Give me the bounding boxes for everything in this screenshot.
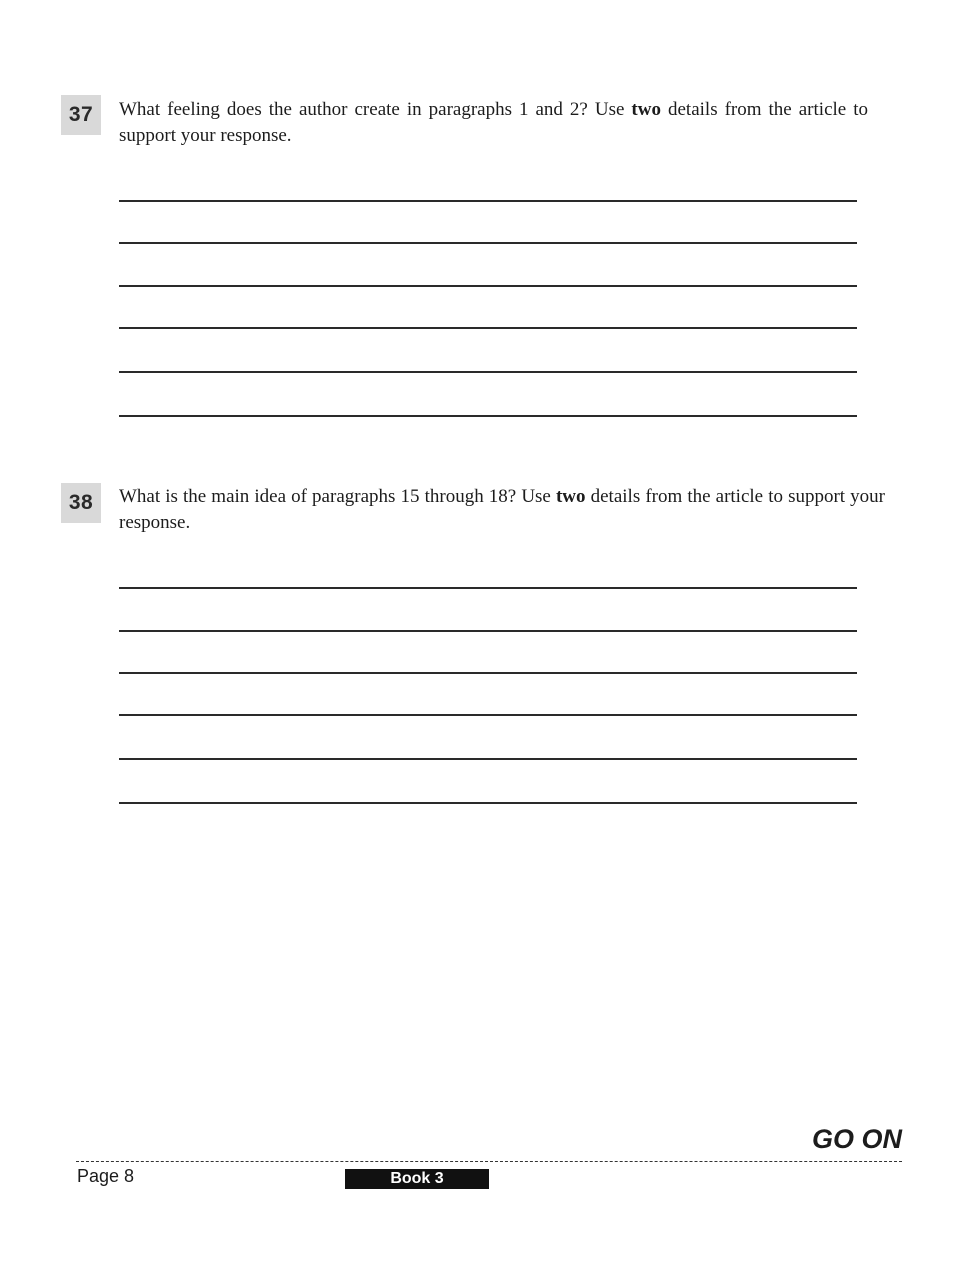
question-38-prompt-end: details from the article to support your response. xyxy=(119,486,885,533)
answer-line[interactable] xyxy=(119,327,857,329)
answer-line[interactable] xyxy=(119,630,857,632)
answer-line[interactable] xyxy=(119,200,857,202)
footer-dashed-divider xyxy=(76,1161,902,1162)
answer-line[interactable] xyxy=(119,714,857,716)
answer-line[interactable] xyxy=(119,802,857,804)
page-number: Page 8 xyxy=(77,1166,135,1186)
question-38-emphasis: two xyxy=(555,486,586,507)
question-number-37: 37 xyxy=(61,95,101,135)
question-37-prompt-start: What feeling does the author create in paragraphs 1 and 2? Use xyxy=(119,99,632,120)
answer-line[interactable] xyxy=(119,285,857,287)
book-label: Book 3 xyxy=(345,1169,489,1189)
answer-line[interactable] xyxy=(119,672,857,674)
answer-line[interactable] xyxy=(119,242,857,244)
question-38-prompt-start: What is the main idea of paragraphs 15 through 18? Use xyxy=(119,486,556,507)
answer-line[interactable] xyxy=(119,758,857,760)
answer-line[interactable] xyxy=(119,415,857,417)
question-37-emphasis: two xyxy=(631,99,661,120)
go-on-label: GO ON xyxy=(811,1124,902,1154)
question-37-prompt-end: details from the article to support your response. xyxy=(119,99,868,146)
question-text-37 xyxy=(119,97,868,149)
question-text-38 xyxy=(119,484,885,536)
answer-line[interactable] xyxy=(119,371,857,373)
answer-line[interactable] xyxy=(119,587,857,589)
question-number-38: 38 xyxy=(61,483,101,523)
